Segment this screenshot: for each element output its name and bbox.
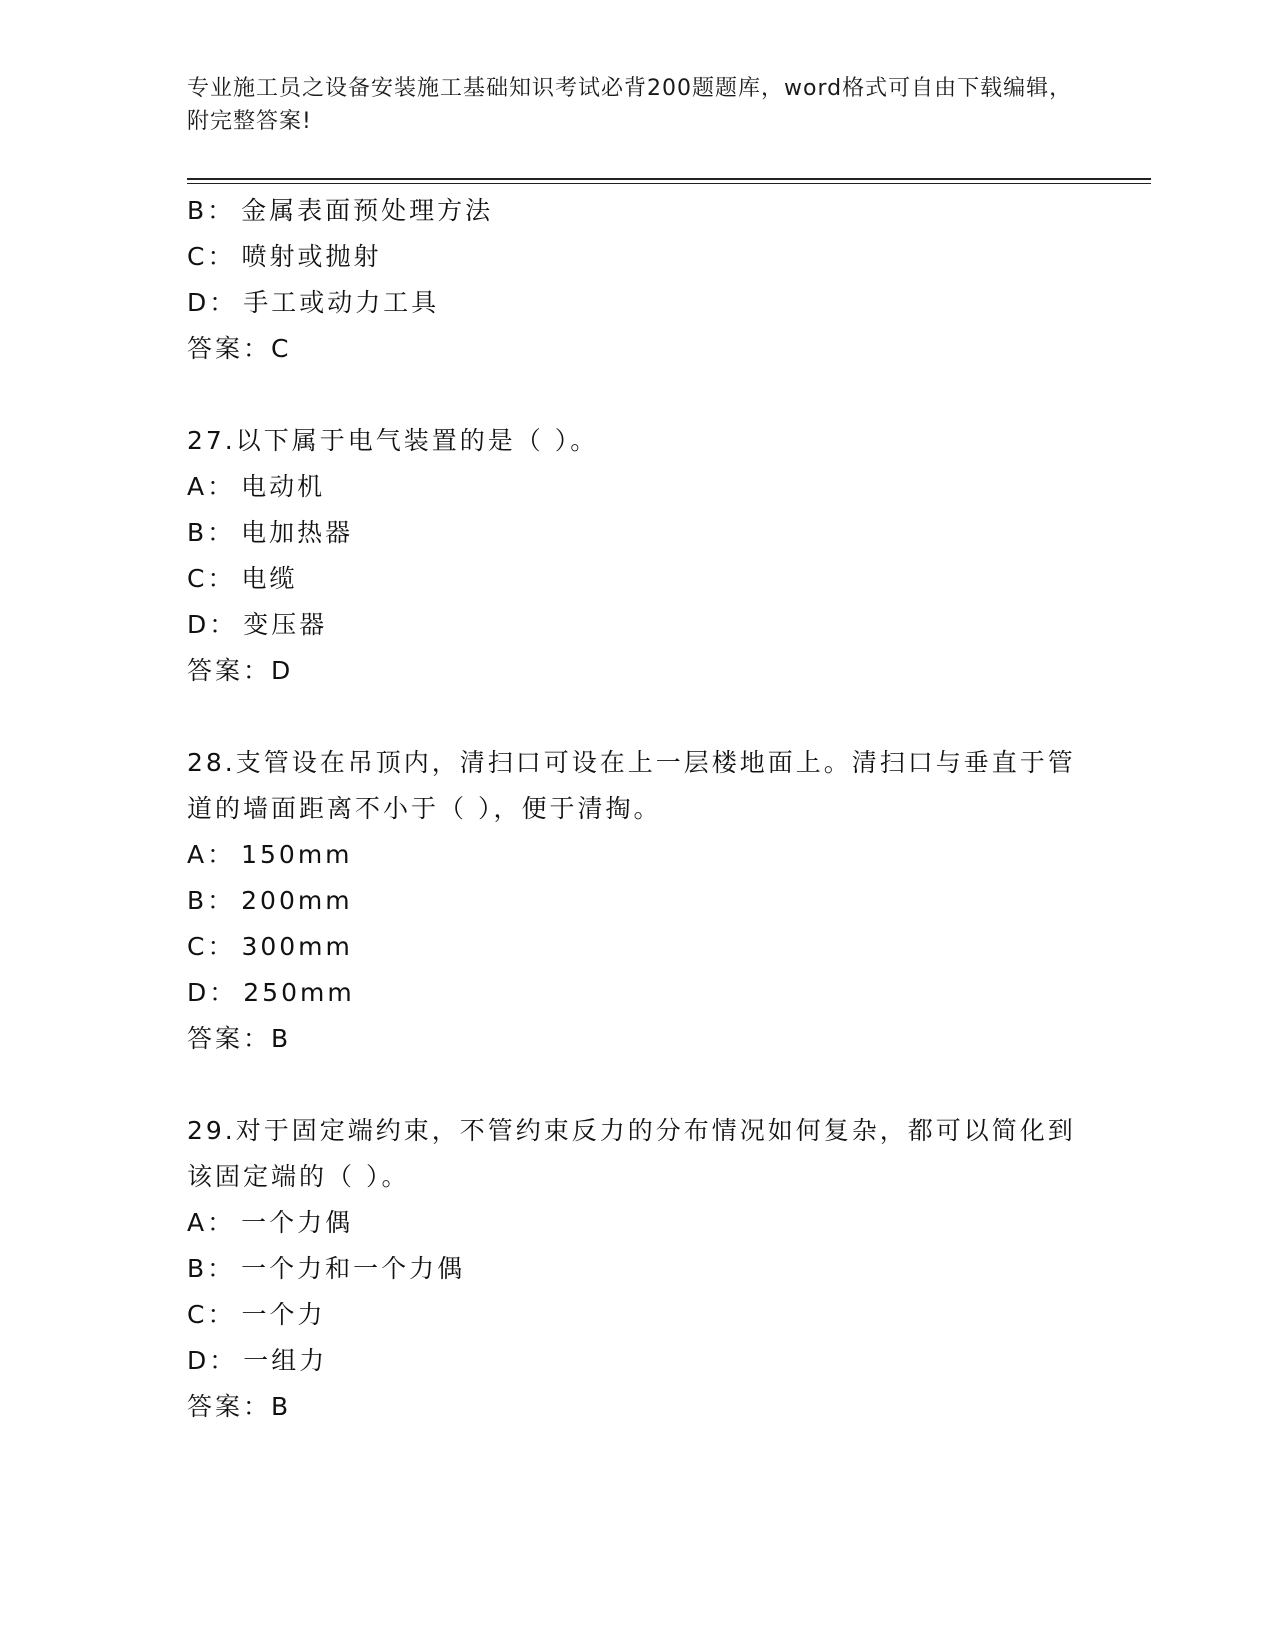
option-b [187,878,1087,924]
option-label: A： [187,1208,236,1237]
question-28 [187,740,1087,1062]
header-rule-thick [187,178,1151,180]
option-label: B： [187,886,236,915]
option-text: 手工或动力工具 [243,288,440,317]
option-text: 一个力和一个力偶 [241,1254,466,1283]
option-text: 300mm [241,932,353,961]
option-label: B： [187,1254,236,1283]
option-label: D： [187,288,238,317]
option-text: 电加热器 [241,518,354,547]
option-text: 喷射或抛射 [241,242,382,271]
option-label: A： [187,840,236,869]
header-rule-thin [187,183,1151,184]
document-header: 专业施工员之设备安装施工基础知识考试必背200题题库，word格式可自由下载编辑，附完整答案! [187,76,1073,134]
question-text: 28.支管设在吊顶内，清扫口可设在上一层楼地面上。清扫口与垂直于管道的墙面距离不小于（ ），便于清掏。 [187,748,1076,823]
option-label: B： [187,196,236,225]
option-a [187,464,1087,510]
answer-line: 答案：D [187,656,294,685]
option-label: A： [187,472,236,501]
answer-line: 答案：B [187,1024,292,1053]
question-text: 27.以下属于电气装置的是（ ）。 [187,426,599,455]
option-c [187,234,1087,280]
option-d [187,280,1087,326]
option-text: 250mm [243,978,355,1007]
option-text: 一组力 [243,1346,328,1375]
option-label: C： [187,932,236,961]
option-text: 金属表面预处理方法 [241,196,494,225]
option-c [187,556,1087,602]
question-27 [187,418,1087,694]
option-c [187,924,1087,970]
option-text: 150mm [241,840,353,869]
question-content [187,188,1087,1476]
question-text: 29.对于固定端约束，不管约束反力的分布情况如何复杂，都可以简化到该固定端的（ ）。 [187,1116,1076,1191]
option-d [187,602,1087,648]
option-label: D： [187,978,238,1007]
option-d [187,1338,1087,1384]
option-label: B： [187,518,236,547]
option-label: D： [187,610,238,639]
option-b [187,1246,1087,1292]
option-label: D： [187,1346,238,1375]
option-label: C： [187,564,236,593]
answer-line: 答案：C [187,334,292,363]
answer-line: 答案：B [187,1392,292,1421]
question-fragment [187,188,1087,372]
option-text: 一个力 [241,1300,326,1329]
option-a [187,1200,1087,1246]
option-text: 电动机 [241,472,326,501]
option-b [187,188,1087,234]
option-label: C： [187,1300,236,1329]
option-d [187,970,1087,1016]
option-text: 电缆 [241,564,298,593]
option-a [187,832,1087,878]
option-text: 200mm [241,886,353,915]
option-text: 一个力偶 [241,1208,354,1237]
question-29 [187,1108,1087,1430]
option-text: 变压器 [243,610,328,639]
option-c [187,1292,1087,1338]
option-label: C： [187,242,236,271]
option-b [187,510,1087,556]
